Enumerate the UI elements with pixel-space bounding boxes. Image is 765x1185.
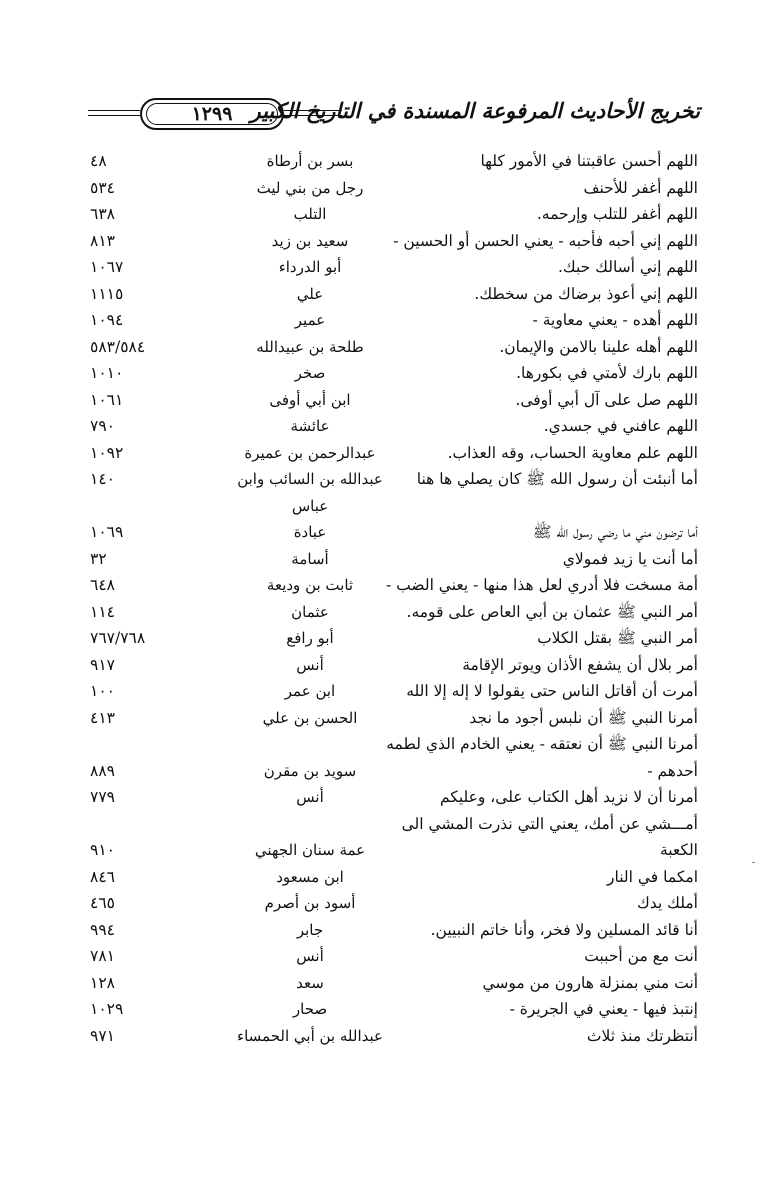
narrator-name: صخر xyxy=(294,364,326,382)
narrator-name: أنس xyxy=(296,788,324,806)
page-header xyxy=(88,94,700,138)
hadith-number: ١٠٦١ xyxy=(90,390,124,409)
hadith-text: اللهم أهله علينا بالامن والإيمان. xyxy=(499,337,698,356)
narrator-name: جابر xyxy=(296,920,324,939)
index-row xyxy=(0,438,765,465)
hadith-number: ١٠٦٧ xyxy=(90,258,124,276)
hadith-number: ١١١٥ xyxy=(90,284,124,303)
index-row xyxy=(0,809,765,836)
hadith-text: أمر بلال أن يشفع الأذان ويوتر الإقامة xyxy=(462,655,698,674)
narrator-name: عباس xyxy=(291,496,329,515)
hadith-number: ٧٨١ xyxy=(90,947,115,965)
index-row xyxy=(0,756,765,783)
index-row xyxy=(0,199,765,226)
hadith-text: اللهم أغفر للتلب وإرحمه. xyxy=(536,205,698,223)
hadith-index-list xyxy=(0,146,765,1047)
narrator-name: ابن مسعود xyxy=(276,867,344,886)
hadith-text: أمـــشي عن أمك، يعني التي نذرت المشي الى xyxy=(401,814,698,833)
hadith-number: ٨٤٦ xyxy=(90,867,115,886)
index-row xyxy=(0,570,765,597)
hadith-text: أنت مني بمنزلة هارون من موسي xyxy=(482,973,698,992)
index-row xyxy=(0,941,765,968)
index-row xyxy=(0,623,765,650)
index-row xyxy=(0,464,765,491)
index-row xyxy=(0,782,765,809)
narrator-name: أسود بن أصرم xyxy=(264,894,356,912)
index-row xyxy=(0,332,765,359)
hadith-text: اللهم أهده - يعني معاوية - xyxy=(532,311,698,329)
hadith-number: ١٠١٠ xyxy=(90,364,124,382)
narrator-name: عمير xyxy=(294,311,326,329)
hadith-number: ٧٧٩ xyxy=(90,788,115,806)
hadith-text: أحدهم - xyxy=(647,761,698,780)
hadith-number: ١٠٢٩ xyxy=(90,1000,124,1018)
hadith-number: ١١٤ xyxy=(90,602,115,621)
index-row xyxy=(0,703,765,730)
hadith-text: أمر النبي ﷺ عثمان بن أبي العاص على قومه. xyxy=(406,602,698,621)
narrator-name: صحار xyxy=(292,1000,328,1018)
hadith-text: أنا قائد المسلين ولا فخر، وأنا خاتم النبيين. xyxy=(430,920,698,939)
header-rule xyxy=(88,115,140,116)
index-row xyxy=(0,517,765,544)
hadith-text: اللهم أحسن عاقبتنا في الأمور كلها xyxy=(480,152,698,170)
hadith-number: ٧٩٠ xyxy=(90,417,115,435)
hadith-text: اللهم أغفر للأحنف xyxy=(583,178,698,197)
hadith-number: ٣٢ xyxy=(90,549,107,568)
hadith-number: ٨٨٩ xyxy=(90,761,115,780)
narrator-name: سعد xyxy=(296,973,324,992)
hadith-number: ١٠٠ xyxy=(90,682,115,700)
narrator-name: سعيد بن زيد xyxy=(271,231,349,250)
hadith-number: ٤١٣ xyxy=(90,708,115,727)
narrator-name: أنس xyxy=(296,947,324,965)
hadith-text: اللهم إني أعوذ برضاك من سخطك. xyxy=(474,284,698,303)
hadith-text: أما ترضون مني ما رضي رسول الله ﷺ xyxy=(532,523,698,541)
index-row xyxy=(0,305,765,332)
narrator-name: عبدالرحمن بن عميرة xyxy=(244,443,376,462)
hadith-text: امكما في النار xyxy=(607,867,698,886)
hadith-number: ٤٦٥ xyxy=(90,894,115,912)
index-row xyxy=(0,729,765,756)
index-row xyxy=(0,650,765,677)
index-row xyxy=(0,888,765,915)
index-row xyxy=(0,385,765,412)
narrator-name: عبدالله بن أبي الحمساء xyxy=(237,1026,383,1045)
narrator-name: عائشة xyxy=(290,417,330,435)
index-row xyxy=(0,411,765,438)
hadith-text: اللهم إني أحبه فأحبه - يعني الحسن أو الحسين - xyxy=(393,231,698,250)
index-row xyxy=(0,968,765,995)
index-row xyxy=(0,1021,765,1048)
narrator-name: عبادة xyxy=(293,523,327,541)
index-row xyxy=(0,173,765,200)
hadith-text: اللهم إني أسالك حبك. xyxy=(558,258,698,276)
hadith-text: الكعبة xyxy=(659,841,698,859)
hadith-text: أملك يدك xyxy=(637,894,698,912)
narrator-name: بسر بن أرطاة xyxy=(266,152,354,170)
narrator-name: عبدالله بن السائب وابن xyxy=(237,470,383,488)
hadith-number: ٥٨٣/٥٨٤ xyxy=(90,337,146,356)
narrator-name: أسامة xyxy=(291,549,329,568)
hadith-number: ٧٦٧/٧٦٨ xyxy=(90,629,146,647)
hadith-text: أما أنت يا زيد فمولاي xyxy=(562,549,698,568)
index-row xyxy=(0,252,765,279)
narrator-name: أنس xyxy=(296,655,324,674)
index-row xyxy=(0,491,765,518)
narrator-name: ثابت بن وديعة xyxy=(266,576,354,594)
running-title: تخريج الأحاديث المرفوعة المسندة في التاريخ الكبير xyxy=(250,98,700,123)
index-row xyxy=(0,146,765,173)
hadith-number: ١٠٩٤ xyxy=(90,311,124,329)
narrator-name: ابن أبي أوفى xyxy=(269,390,351,409)
hadith-text: أمر النبي ﷺ بقتل الكلاب xyxy=(537,629,698,647)
narrator-name: أبو الدرداء xyxy=(278,258,342,276)
narrator-name: عمة سنان الجهني xyxy=(254,841,366,859)
index-row xyxy=(0,994,765,1021)
narrator-name: سويد بن مقرن xyxy=(263,761,357,780)
hadith-text: أمرنا النبي ﷺ أن نعتقه - يعني الخادم الذي لطمه xyxy=(386,735,698,753)
hadith-text: إنتبذ فيها - يعني في الجريرة - xyxy=(509,1000,698,1018)
hadith-number: ٩١٠ xyxy=(90,841,115,859)
index-row xyxy=(0,279,765,306)
header-rule xyxy=(88,110,140,111)
page-number: ١٢٩٩ xyxy=(191,103,233,125)
index-row xyxy=(0,226,765,253)
index-row xyxy=(0,676,765,703)
hadith-number: ١٠٩٢ xyxy=(90,443,124,462)
hadith-text: أمرنا النبي ﷺ أن نلبس أجود ما نجد xyxy=(469,708,698,727)
hadith-text: أنتظرتك منذ ثلاث xyxy=(586,1026,698,1045)
hadith-number: ٦٣٨ xyxy=(90,205,115,223)
hadith-number: ٥٣٤ xyxy=(90,178,115,197)
hadith-text: اللهم عافني في جسدي. xyxy=(543,417,698,435)
hadith-text: اللهم بارك لأمتي في بكورها. xyxy=(516,364,698,382)
index-row xyxy=(0,915,765,942)
hadith-text: أمرت أن أقاتل الناس حتى يقولوا لا إله إلا الله xyxy=(406,682,698,700)
hadith-number: ١٤٠ xyxy=(90,470,115,488)
hadith-number: ١٢٨ xyxy=(90,973,115,992)
hadith-text: أما أنبئت أن رسول الله ﷺ كان يصلي ها هنا xyxy=(416,470,698,488)
hadith-text: أمة مسخت فلا أدري لعل هذا منها - يعني الضب - xyxy=(386,576,698,594)
narrator-name: التلب xyxy=(293,205,327,223)
narrator-name: رجل من بني ليث xyxy=(256,178,364,197)
index-row xyxy=(0,597,765,624)
hadith-number: ١٠٦٩ xyxy=(90,523,124,541)
hadith-number: ٨١٣ xyxy=(90,231,115,250)
narrator-name: ابن عمر xyxy=(284,682,336,700)
index-row xyxy=(0,358,765,385)
hadith-text: اللهم علم معاوية الحساب، وقه العذاب. xyxy=(447,443,698,462)
narrator-name: علي xyxy=(296,284,324,303)
narrator-name: الحسن بن علي xyxy=(262,708,358,727)
narrator-name: عثمان xyxy=(291,602,329,621)
hadith-number: ٩٧١ xyxy=(90,1026,115,1045)
hadith-text: أمرنا أن لا نزيد أهل الكتاب على، وعليكم xyxy=(439,788,698,806)
hadith-number: ٤٨ xyxy=(90,152,107,170)
hadith-text: أنت مع من أحببت xyxy=(584,947,698,965)
index-row xyxy=(0,862,765,889)
hadith-text: اللهم صل على آل أبي أوفى. xyxy=(515,390,698,409)
hadith-number: ٩١٧ xyxy=(90,655,115,674)
narrator-name: طلحة بن عبيدالله xyxy=(256,337,364,356)
index-row xyxy=(0,835,765,862)
index-row xyxy=(0,544,765,571)
hadith-number: ٩٩٤ xyxy=(90,920,115,939)
hadith-number: ٦٤٨ xyxy=(90,576,115,594)
margin-mark xyxy=(752,862,755,863)
narrator-name: أبو رافع xyxy=(286,629,334,647)
